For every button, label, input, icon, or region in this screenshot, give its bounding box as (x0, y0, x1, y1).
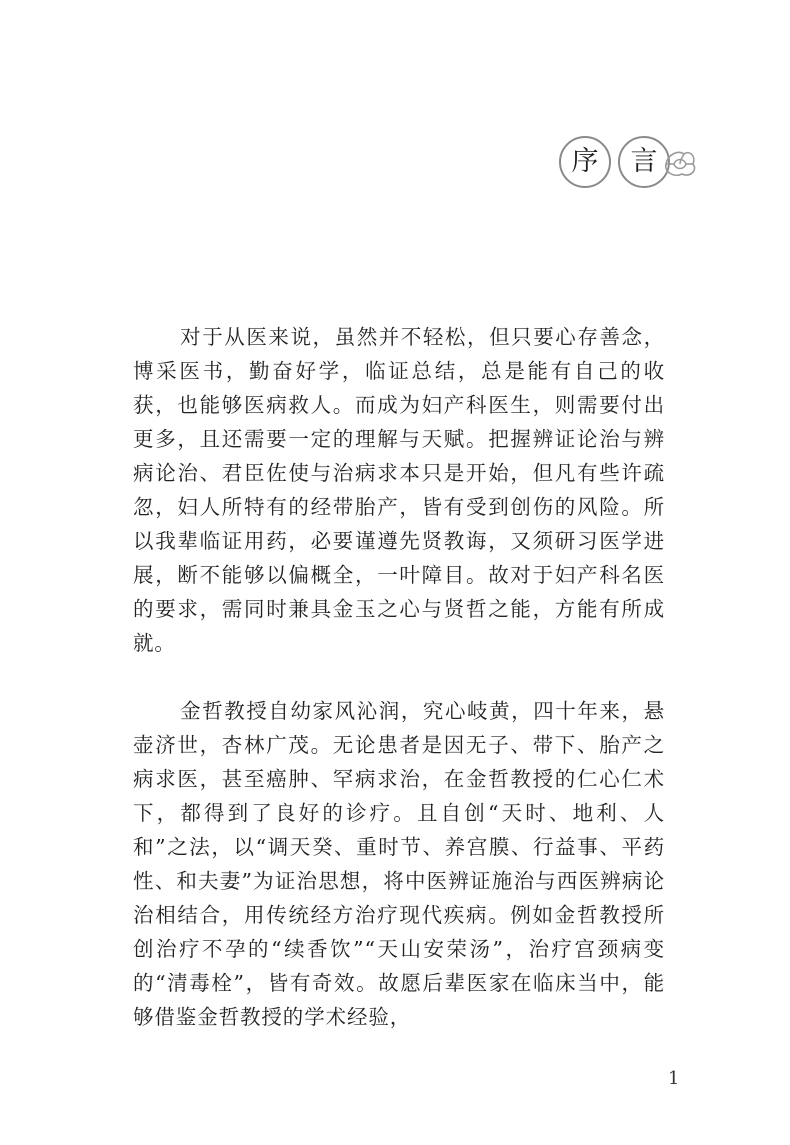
page-number: 1 (668, 1068, 680, 1089)
flower-ornament-icon (660, 142, 700, 182)
paragraph: 金哲教授自幼家风沁润，究心岐黄，四十年来，悬壶济世，杏林广茂。无论患者是因无子、带下、胎产之病求医，甚至癌肿、罕病求治，在金哲教授的仁心仁术下，都得到了良好的诊疗。且自创“天时、地利、人和”之法，以“调天癸、重时节、养宫膜、行益事、平药性、和夫妻”为证治思想，将中医辨证施治与西医辨病论治相结合，用传统经方治疗现代疾病。例如金哲教授所创治疗不孕的“续香饮”“天山安荣汤”，治疗宫颈病变的“清毒栓”，皆有奇效。故愿后辈医家在临床当中，能够借鉴金哲教授的学术经验， (133, 699, 665, 1029)
title-char-xu: 序 (559, 136, 611, 188)
title-char-yan: 言 (618, 136, 670, 188)
preface-body (133, 320, 665, 1034)
paragraph: 对于从医来说，虽然并不轻松，但只要心存善念，博采医书，勤奋好学，临证总结，总是能有自己的收获，也能够医病救人。而成为妇产科医生，则需要付出更多，且还需要一定的理解与天赋。把握辨证论治与辨病论治、君臣佐使与治病求本只是开始，但凡有些许疏忽，妇人所特有的经带胎产，皆有受到创伤的风险。所以我辈临证用药，必要谨遵先贤教诲，又须研习医学进展，断不能够以偏概全，一叶障目。故对于妇产科名医的要求，需同时兼具金玉之心与贤哲之能，方能有所成就。 (133, 325, 665, 655)
section-title (556, 136, 706, 192)
